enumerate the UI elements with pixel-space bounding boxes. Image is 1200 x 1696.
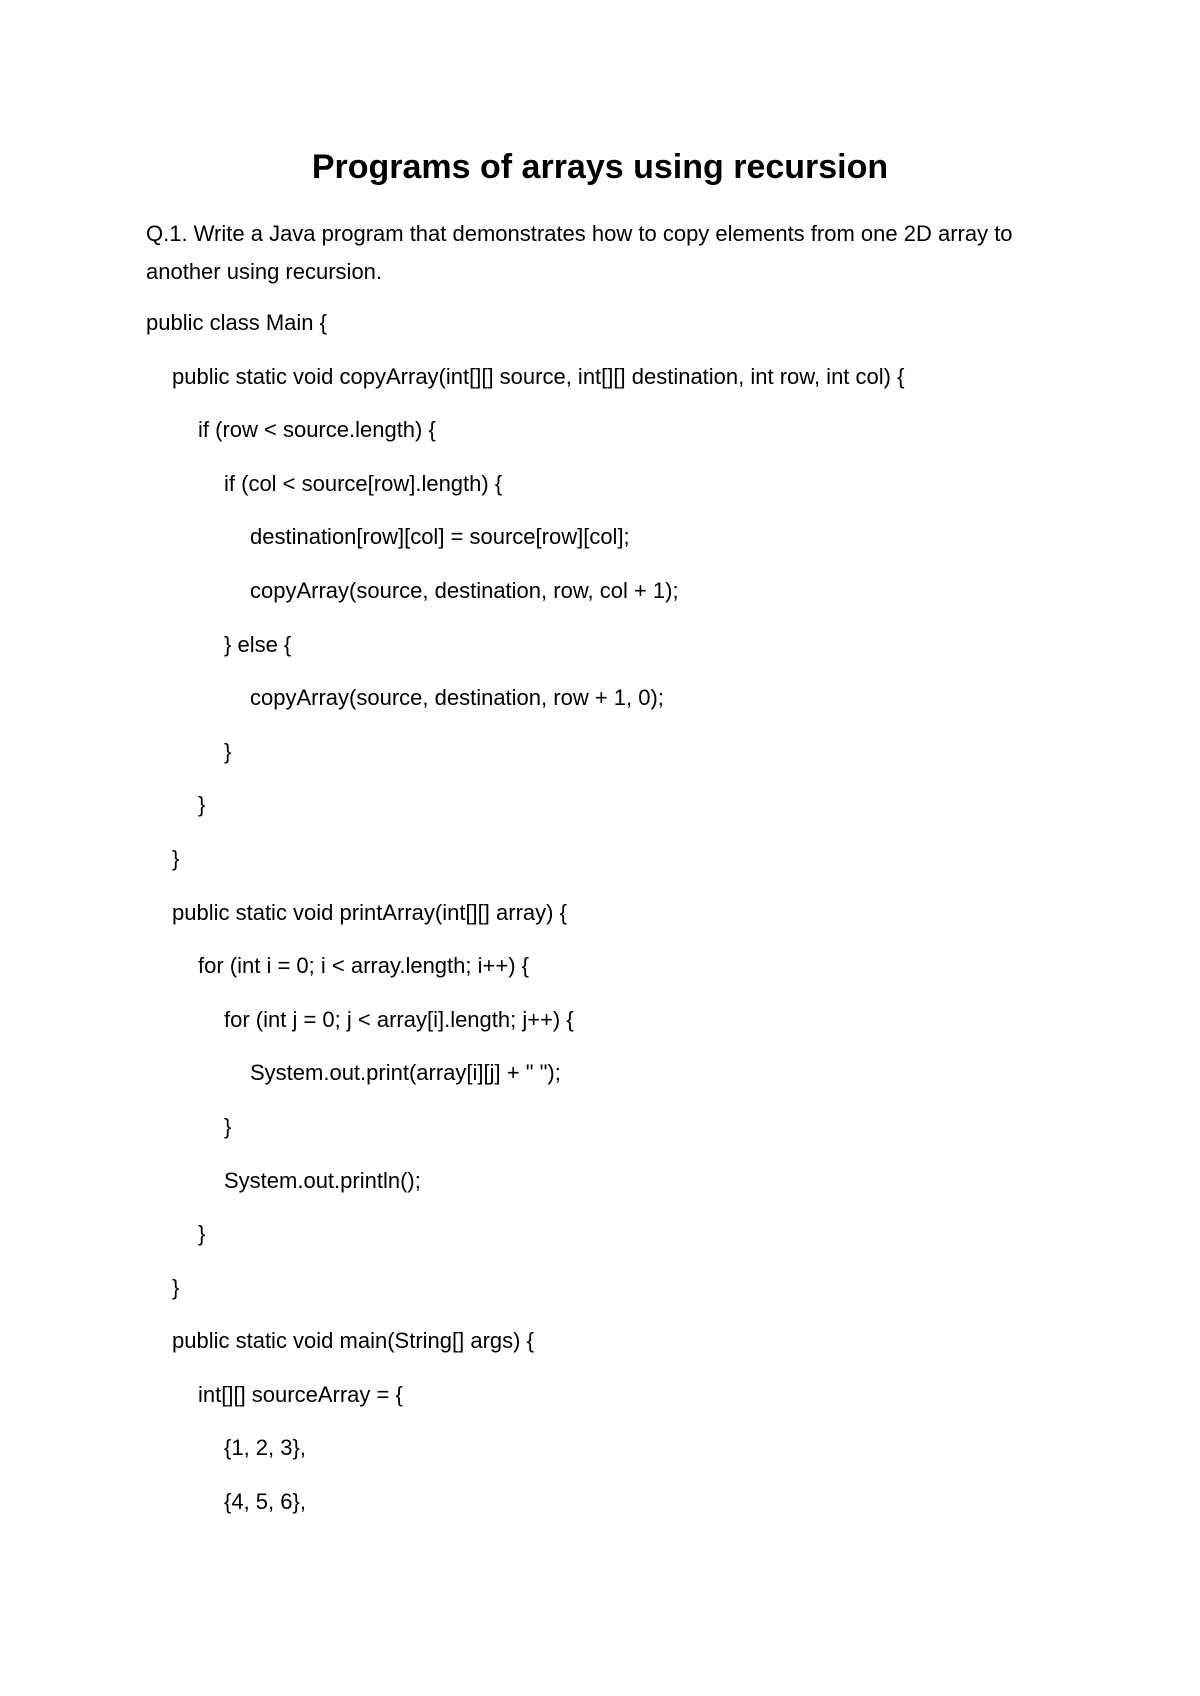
code-line: for (int j = 0; j < array[i].length; j++) {: [224, 1006, 574, 1032]
code-line: }: [198, 792, 206, 818]
code-line: for (int i = 0; i < array.length; i++) {: [198, 953, 529, 979]
code-line: }: [198, 1221, 206, 1247]
code-line: public static void printArray(int[][] array) {: [172, 899, 567, 925]
code-line: public class Main {: [146, 310, 327, 335]
code-line: {4, 5, 6},: [224, 1489, 306, 1515]
code-block: [146, 304, 1106, 1537]
code-line: destination[row][col] = source[row][col];: [250, 524, 630, 550]
code-line: if (col < source[row].length) {: [224, 470, 503, 496]
question-text: Q.1. Write a Java program that demonstrates how to copy elements from one 2D array to another using recursion.: [146, 221, 1013, 284]
code-line: System.out.println();: [224, 1167, 421, 1193]
code-line: int[][] sourceArray = {: [198, 1381, 403, 1407]
code-line: public static void main(String[] args) {: [172, 1328, 534, 1354]
code-line: {1, 2, 3},: [224, 1435, 306, 1461]
code-line: System.out.print(array[i][j] + " ");: [250, 1060, 561, 1086]
code-line: }: [224, 1113, 232, 1139]
code-line: public static void copyArray(int[][] source, int[][] destination, int row, int col) {: [172, 363, 905, 389]
code-line: copyArray(source, destination, row, col + 1);: [250, 577, 679, 603]
code-line: copyArray(source, destination, row + 1, 0);: [250, 685, 664, 711]
code-line: } else {: [224, 631, 292, 657]
code-line: if (row < source.length) {: [198, 417, 436, 443]
code-line: }: [172, 1274, 180, 1300]
document-title: Programs of arrays using recursion: [311, 148, 889, 186]
code-line: }: [172, 845, 180, 871]
code-line: }: [224, 738, 232, 764]
